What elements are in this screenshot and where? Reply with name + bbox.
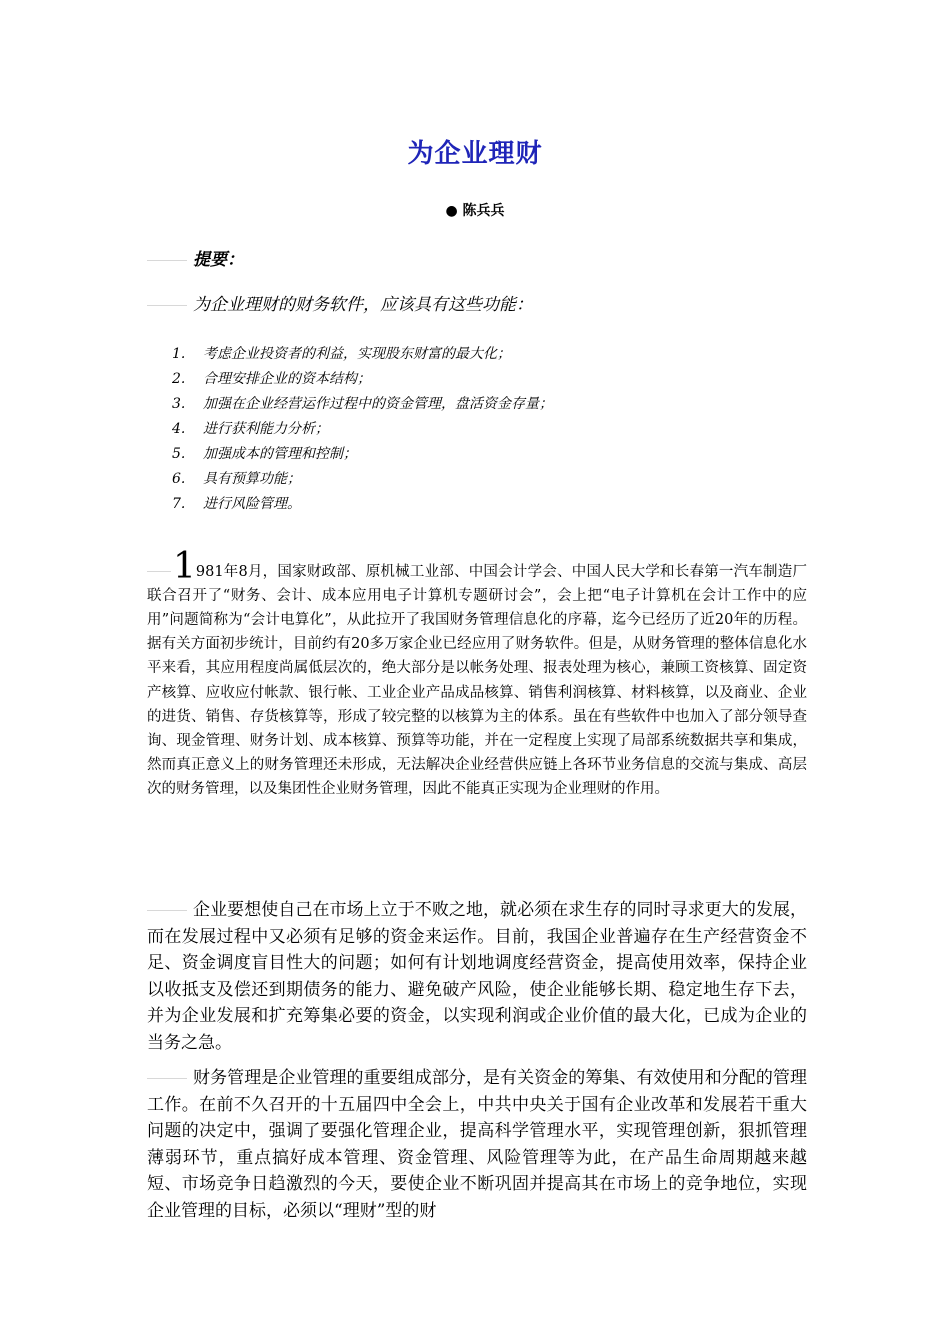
abstract-intro-text: 为企业理财的财务软件，应该具有这些功能：: [193, 295, 533, 315]
abstract-intro: [147, 290, 533, 315]
list-item-text: 进行获利能力分析；: [203, 421, 329, 437]
list-item: [172, 417, 553, 442]
body-paragraph-1: [147, 545, 807, 802]
list-item: [172, 367, 553, 392]
list-item-text: 进行风险管理。: [203, 496, 301, 512]
list-item-number: 6.: [172, 471, 186, 487]
paragraph-text: 企业要想使自己在市场上立于不败之地，就必须在求生存的同时寻求更大的发展，而在发展过程中又必须有足够的资金来运作。目前，我国企业普遍存在生产经营资金不足、资金调度盲目性大的问题；如何有计划地调度经营资金，提高使用效率，保持企业以收抵支及偿还到期债务的能力、避免破产风险，使企业能够长期、稳定地生存下去，并为企业发展和扩充筹集必要的资金，以实现利润或企业价值的最大化，已成为企业的当务之急。: [147, 900, 807, 1053]
list-item-text: 合理安排企业的资本结构；: [203, 371, 371, 387]
list-item: [172, 467, 553, 492]
list-item-text: 加强成本的管理和控制；: [203, 446, 357, 462]
list-item-number: 3.: [172, 396, 186, 412]
list-item-text: 加强在企业经营运作过程中的资金管理，盘活资金存量；: [203, 396, 553, 412]
paragraph-text: 财务管理是企业管理的重要组成部分，是有关资金的筹集、有效使用和分配的管理工作。在前不久召开的十五届四中全会上，中共中央关于国有企业改革和发展若干重大问题的决定中，强调了要强化管理企业，提高科学管理水平，实现管理创新，狠抓管理薄弱环节，重点搞好成本管理、资金管理、风险管理等为此，在产品生命周期越来越短、市场竞争日趋激烈的今天，要使企业不断巩固并提高其在市场上的竞争地位，实现企业管理的目标，必须以“理财”型的财: [147, 1068, 807, 1221]
function-list: [172, 342, 553, 517]
indent-dash: [147, 260, 187, 261]
list-item: [172, 392, 553, 417]
list-item-number: 7.: [172, 496, 186, 512]
indent-dash: [147, 305, 187, 306]
list-item: [172, 492, 553, 517]
indent-dash: [147, 910, 187, 911]
body-paragraph-2: [147, 897, 807, 1056]
list-item-text: 具有预算功能；: [203, 471, 301, 487]
indent-dash: [147, 1078, 187, 1079]
document-title: 为企业理财: [407, 139, 543, 169]
body-paragraph-3: [147, 1065, 807, 1224]
list-item-number: 5.: [172, 446, 186, 462]
author-line: ● 陈兵兵: [445, 203, 505, 219]
paragraph-text: 981年8月，国家财政部、原机械工业部、中国会计学会、中国人民大学和长春第一汽车制造厂联合召开了“财务、会计、成本应用电子计算机专题研讨会”，会上把“电子计算机在会计工作中的应用”问题简称为“会计电算化”，从此拉开了我国财务管理信息化的序幕，迄今已经历了近20年的历程。据有关方面初步统计，目前约有20多万家企业已经应用了财务软件。但是，从财务管理的整体信息化水平来看，其应用程度尚属低层次的，绝大部分是以帐务处理、报表处理为核心，兼顾工资核算、固定资产核算、应收应付帐款、银行帐、工业企业产品成品核算、销售利润核算、材料核算，以及商业、企业的进货、销售、存货核算等，形成了较完整的以核算为主的体系。虽在有些软件中也加入了部分领导查询、现金管理、财务计划、成本核算、预算等功能，并在一定程度上实现了局部系统数据共享和集成，然而真正意义上的财务管理还未形成，无法解决企业经营供应链上各环节业务信息的交流与集成、高层次的财务管理，以及集团性企业财务管理，因此不能真正实现为企业理财的作用。: [147, 563, 807, 798]
list-item: [172, 442, 553, 467]
list-item: [172, 342, 553, 367]
indent-dash: [147, 571, 171, 572]
list-item-number: 1.: [172, 346, 186, 362]
list-item-text: 考虑企业投资者的利益，实现股东财富的最大化；: [203, 346, 511, 362]
drop-cap: 1: [173, 545, 196, 587]
list-item-number: 4.: [172, 421, 186, 437]
list-item-number: 2.: [172, 371, 186, 387]
abstract-label: [147, 245, 244, 270]
abstract-label-text: 提要：: [193, 250, 244, 270]
